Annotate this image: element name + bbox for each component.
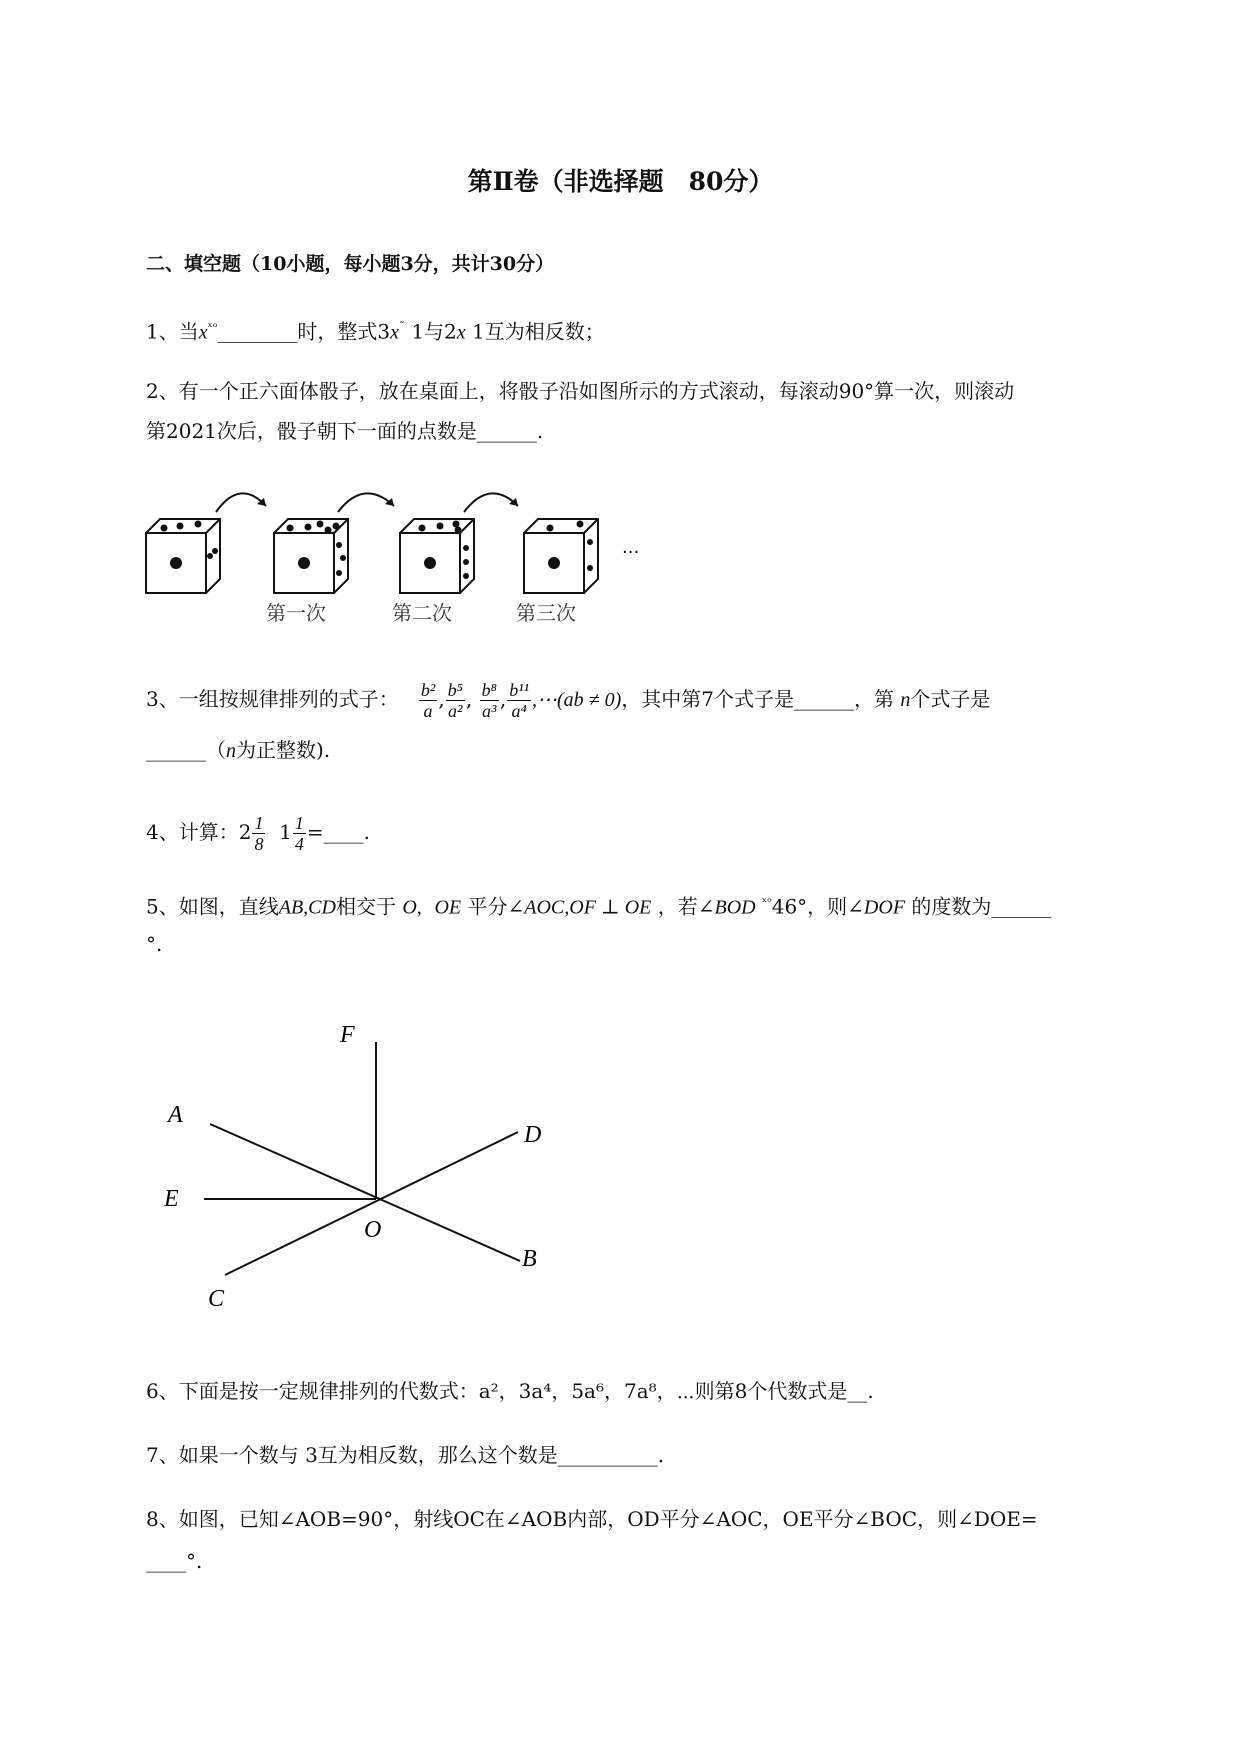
section-heading: 二、填空题（10小题，每小题3分，共计30分） (146, 253, 555, 275)
question-4: 4、计算：2 $\frac{1}{8}$ 1 $\frac{1}{4}$ =____. (146, 813, 371, 854)
label-A: A (168, 1102, 183, 1128)
ellipsis: ··· (622, 542, 640, 563)
label-first: 第一次 (266, 601, 326, 625)
intersecting-lines-figure (150, 1010, 570, 1310)
label-third: 第三次 (516, 601, 576, 625)
roll-arrow (216, 493, 266, 512)
label-E: E (164, 1186, 179, 1212)
question-7: 7、如果一个数与 3互为相反数，那么这个数是__________. (146, 1443, 665, 1467)
label-D: D (524, 1122, 542, 1148)
fraction: $\frac{1}{4}$ (294, 813, 304, 854)
question-8-line-2: ____°. (146, 1549, 203, 1573)
question-5-line-1: 5、如图，直线AB,CD相交于 O, OE 平分∠AOC,OF ⊥ OE ，若∠BOD $^{ˣᵒ}$46°，则∠DOF 的度数为______ (146, 894, 1052, 919)
line-cd (225, 1132, 518, 1275)
fraction: $\frac{\text{b¹¹}}{\text{a⁴}}$ (509, 680, 529, 721)
question-3-line-2: ______（n为正整数). (146, 738, 331, 762)
question-1: 1、当$x^{ˣᵒ}\_\_\_\_\_\_\_\_$时，整式3x˜ 1与2x 1互为相反数； (146, 319, 605, 344)
label-B: B (522, 1246, 537, 1272)
label-second: 第二次 (392, 601, 452, 625)
question-2-line-2: 第2021次后，骰子朝下一面的点数是______. (146, 419, 544, 443)
roll-arrow (464, 493, 518, 512)
roll-arrow (338, 493, 394, 512)
section-title: 第Ⅱ卷（非选择题 80分） (467, 167, 774, 196)
dice-rolling-figure (140, 480, 660, 630)
question-2-line-1: 2、有一个正六面体骰子，放在桌面上，将骰子沿如图所示的方式滚动，每滚动90°算一次，则滚动 (146, 379, 1015, 403)
label-C: C (208, 1286, 225, 1310)
label-O: O (364, 1217, 382, 1243)
question-6: 6、下面是按一定规律排列的代数式：a²，3a⁴，5a⁶，7a⁸，⋯则第8个代数式是__. (146, 1379, 874, 1403)
fraction: $\frac{\text{b⁵}}{\text{a²}}$ (447, 680, 463, 721)
fraction: $\frac{1}{8}$ (254, 813, 264, 854)
question-5-line-2: °. (146, 932, 163, 956)
fraction: $\frac{\text{b²}}{a}$ (420, 680, 436, 721)
question-3-line-1: 3、一组按规律排列的式子： $\frac{\text{b²}}{a}$ , $\frac{\text{b⁵}}{\text{a²}}$ , $\frac{\text{b⁸}}{\text{a³}}$ , $\frac{\text{b¹¹}}{\text{a⁴}}$ ,⋯(ab ≠ 0)，其中第7个式子是______，第 n个式子是 (146, 680, 991, 721)
label-F: F (340, 1022, 355, 1048)
question-8-line-1: 8、如图，已知∠AOB=90°，射线OC在∠AOB内部，OD平分∠AOC，OE平分∠BOC，则∠DOE= (146, 1507, 1038, 1531)
fraction: $\frac{\text{b⁸}}{\text{a³}}$ (481, 680, 497, 721)
